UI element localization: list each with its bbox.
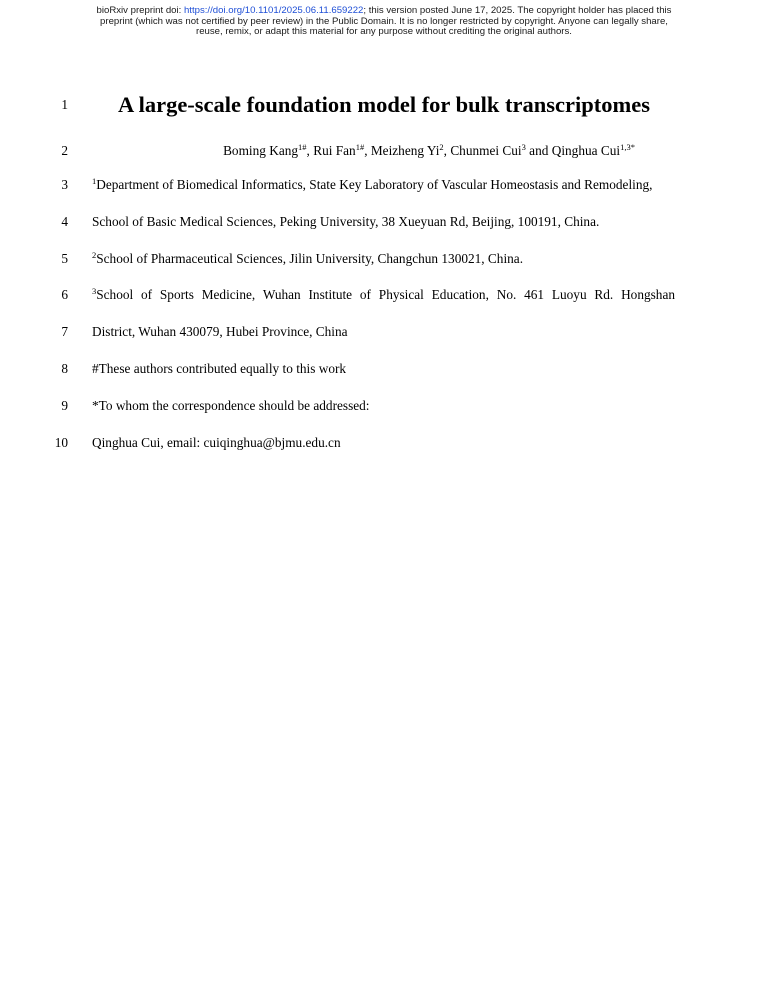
author-separator: , — [306, 143, 314, 158]
title-row — [0, 92, 768, 118]
author-separator: and — [525, 143, 552, 158]
affiliation-1 — [92, 177, 652, 194]
author-affiliation-mark: 1,3* — [620, 142, 635, 152]
author-affiliation-mark: 1# — [355, 142, 365, 152]
affiliation-text: Department of Biomedical Informatics, State Key Laboratory of Vascular Homeostasis and Remodeling, — [96, 177, 653, 192]
author-name: Chunmei Cui — [450, 143, 522, 158]
affiliation-3 — [92, 287, 675, 304]
author-list — [90, 143, 768, 160]
line-number: 9 — [61, 398, 68, 413]
author-affiliation-mark: 2 — [439, 142, 444, 152]
affiliation-mark: 2 — [92, 250, 97, 260]
header-suffix: ; this version posted June 17, 2025. The copyright holder has placed this — [363, 5, 672, 16]
line-number: 10 — [54, 435, 68, 450]
header-prefix: bioRxiv preprint doi: — [96, 5, 184, 16]
doi-link[interactable]: https://doi.org/10.1101/2025.06.11.659222 — [183, 5, 364, 16]
affiliation-1-continuation: School of Basic Medical Sciences, Peking University, 38 Xueyuan Rd, Beijing, 100191, China. — [92, 214, 600, 229]
header-line-2: preprint (which was not certified by peer review) in the Public Domain. It is no longer restricted by copyright. Anyone can legally share, — [100, 15, 668, 27]
author-affiliation-mark: 1# — [298, 142, 307, 152]
header-line-3: reuse, remix, or adapt this material for any purpose without crediting the original authors. — [196, 26, 572, 37]
line-number: 7 — [61, 324, 68, 339]
line-number: 2 — [61, 143, 68, 158]
paper-title: A large-scale foundation model for bulk transcriptomes — [117, 92, 651, 117]
affiliation-text: School of Pharmaceutical Sciences, Jilin University, Changchun 130021, China. — [96, 251, 524, 266]
correspondence-note: *To whom the correspondence should be addressed: — [92, 398, 370, 413]
author-affiliation-mark: 3 — [521, 142, 526, 152]
affiliation-mark: 3 — [92, 286, 97, 296]
contact-email: Qinghua Cui, email: cuiqinghua@bjmu.edu.cn — [92, 435, 341, 450]
line-number: 3 — [61, 177, 68, 192]
author-separator: , — [364, 143, 371, 158]
line-number: 5 — [61, 251, 68, 266]
line-number: 8 — [61, 361, 68, 376]
line-number: 4 — [61, 214, 68, 229]
equal-contribution-note: #These authors contributed equally to this work — [92, 361, 347, 376]
author-name: Qinghua Cui — [551, 143, 621, 158]
affiliation-2 — [92, 251, 523, 268]
affiliation-mark: 1 — [92, 176, 97, 186]
author-name: Rui Fan — [313, 143, 356, 158]
line-number: 6 — [61, 287, 68, 302]
affiliation-3-continuation: District, Wuhan 430079, Hubei Province, China — [92, 324, 348, 339]
header-line-1 — [0, 6, 768, 17]
preprint-header — [0, 6, 768, 38]
author-name: Meizheng Yi — [370, 143, 440, 158]
affiliation-text: School of Sports Medicine, Wuhan Institute of Physical Education, No. 461 Luoyu Rd. Hongshan — [96, 287, 675, 302]
author-name: Boming Kang — [223, 143, 299, 158]
author-separator: , — [443, 143, 451, 158]
line-number: 1 — [61, 97, 68, 112]
